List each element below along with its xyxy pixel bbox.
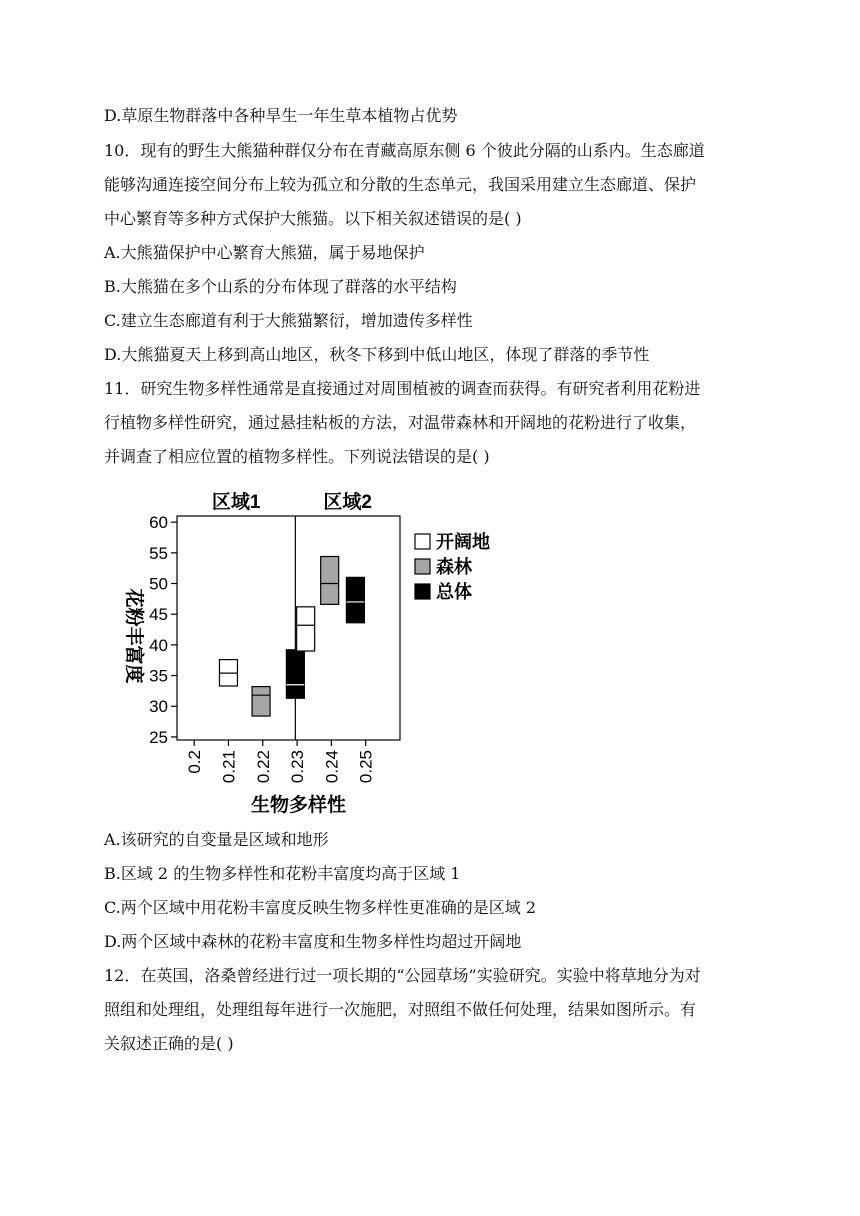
box-森林 <box>252 687 270 716</box>
q11-option-d: D.两个区域中森林的花粉丰富度和生物多样性均超过开阔地 <box>104 932 522 951</box>
x-tick-label: 0.21 <box>219 750 239 784</box>
y-tick-label: 45 <box>149 605 168 625</box>
legend-swatch <box>415 559 430 574</box>
q10-stem-line1: 10．现有的野生大熊猫种群仅分布在青藏高原东侧 6 个彼此分隔的山系内。生态廊道 <box>104 141 705 160</box>
y-tick-label: 60 <box>149 513 168 533</box>
y-tick-label: 35 <box>149 666 168 686</box>
q10-option-c: C.建立生态廊道有利于大熊猫繁衍，增加遗传多样性 <box>104 311 473 330</box>
q11-stem-line3: 并调查了相应位置的植物多样性。下列说法错误的是( ) <box>104 447 490 466</box>
q12-stem-line1: 12．在英国，洛桑曾经进行过一项长期的“公园草场”实验研究。实验中将草地分为对 <box>104 966 701 985</box>
q11-option-b: B.区域 2 的生物多样性和花粉丰富度均高于区域 1 <box>104 864 461 883</box>
chart-svg <box>110 478 530 828</box>
q11-option-c: C.两个区域中用花粉丰富度反映生物多样性更准确的是区域 2 <box>104 898 537 917</box>
y-tick-label: 25 <box>149 727 168 747</box>
q12-stem-line3: 关叙述正确的是( ) <box>104 1034 234 1053</box>
pollen-diversity-chart <box>110 478 530 828</box>
panel-title-region2: 区域2 <box>323 492 372 513</box>
q10-option-a: A.大熊猫保护中心繁育大熊猫，属于易地保护 <box>104 243 425 262</box>
x-tick-label: 0.24 <box>322 750 342 784</box>
legend-label: 森林 <box>436 557 472 577</box>
y-tick-label: 30 <box>149 697 168 717</box>
x-axis-label: 生物多样性 <box>250 795 347 816</box>
y-axis-label: 花粉丰富度 <box>123 588 144 684</box>
q11-option-a: A.该研究的自变量是区域和地形 <box>104 830 329 849</box>
x-tick-label: 0.2 <box>185 750 205 774</box>
q10-stem-line3: 中心繁育等多种方式保护大熊猫。以下相关叙述错误的是( ) <box>104 209 522 228</box>
y-tick-label: 50 <box>149 574 168 594</box>
q10-option-b: B.大熊猫在多个山系的分布体现了群落的水平结构 <box>104 277 457 296</box>
plot-frame <box>177 516 400 740</box>
q10-option-d: D.大熊猫夏天上移到高山地区，秋冬下移到中低山地区，体现了群落的季节性 <box>104 345 650 364</box>
box-开阔地 <box>297 607 315 651</box>
box-森林 <box>321 557 339 605</box>
panel-title-region1: 区域1 <box>211 492 261 513</box>
legend-swatch <box>415 584 430 599</box>
q9-option-d: D.草原生物群落中各种旱生一年生草本植物占优势 <box>104 106 458 125</box>
x-tick-label: 0.22 <box>253 750 273 784</box>
box-总体 <box>346 577 364 622</box>
legend-label: 开阔地 <box>436 532 490 552</box>
legend-label: 总体 <box>436 582 472 602</box>
q12-stem-line2: 照组和处理组，处理组每年进行一次施肥，对照组不做任何处理，结果如图所示。有 <box>104 1000 697 1019</box>
y-tick-label: 40 <box>149 635 168 655</box>
box-总体 <box>286 650 304 698</box>
legend-swatch <box>415 534 430 549</box>
x-tick-label: 0.25 <box>356 750 376 784</box>
q11-stem-line1: 11．研究生物多样性通常是直接通过对周围植被的调查而获得。有研究者利用花粉进 <box>104 379 701 398</box>
y-tick-label: 55 <box>149 543 168 563</box>
x-tick-label: 0.23 <box>288 750 308 784</box>
q10-stem-line2: 能够沟通连接空间分布上较为孤立和分散的生态单元，我国采用建立生态廊道、保护 <box>104 175 697 194</box>
q11-stem-line2: 行植物多样性研究，通过悬挂粘板的方法，对温带森林和开阔地的花粉进行了收集， <box>104 413 697 432</box>
